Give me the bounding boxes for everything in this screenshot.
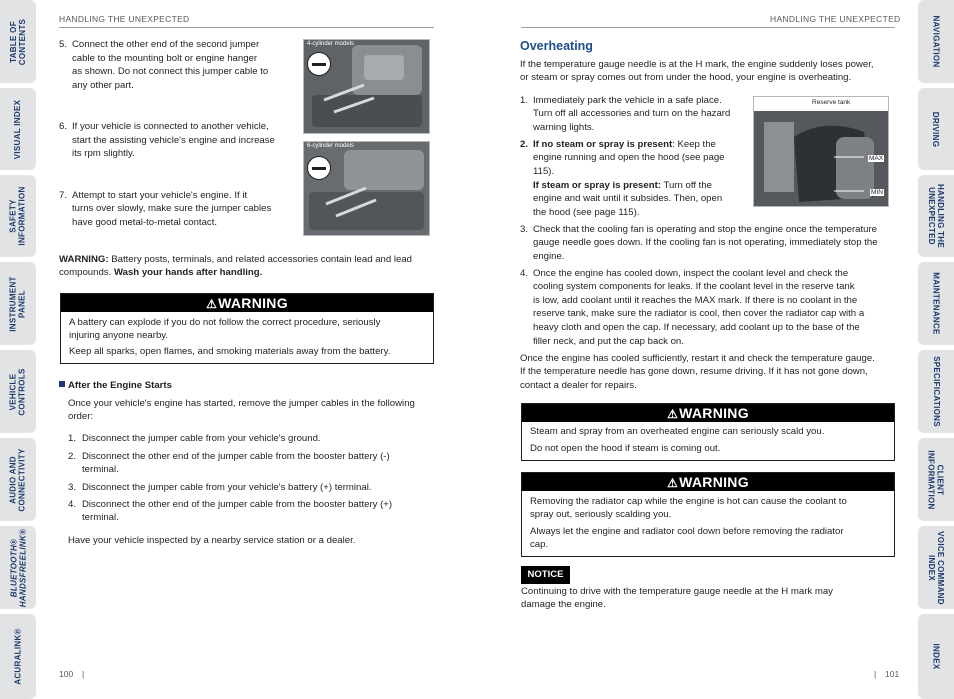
tab-audio-and-connectivity[interactable]: AUDIO AND CONNECTIVITY <box>0 438 36 521</box>
warning-line: Always let the engine and radiator cool down before removing the radiator <box>530 526 844 537</box>
tab-bluetooth-handsfreelink[interactable]: BLUETOOTH® HANDSFREELINK® <box>0 526 36 609</box>
after-line: If the temperature needle has gone down, resume driving. If it has not gone down, <box>520 366 868 377</box>
minus-terminal-icon <box>307 52 331 76</box>
step-4-line: cooling system components for leaks. If the coolant level in the reserve tank <box>533 281 855 292</box>
step-3-line: engine. <box>533 251 565 262</box>
warning-triangle-icon: ⚠ <box>667 476 679 490</box>
warning-triangle-icon: ⚠ <box>667 407 679 421</box>
left-page-separator: | <box>82 669 85 679</box>
step-2-line: engine and wait until it subsides. Then, open <box>533 193 723 204</box>
warning-line: A battery can explode if you do not follow the correct procedure, seriously <box>69 317 381 328</box>
notice-line: damage the engine. <box>521 599 606 610</box>
step-7-line: have good metal-to-metal contact. <box>72 217 218 228</box>
after-engine-starts-heading: After the Engine Starts <box>59 379 172 393</box>
min-label: MIN <box>871 189 883 196</box>
tab-specifications[interactable]: SPECIFICATIONS <box>918 350 954 433</box>
step-number: 6. <box>59 121 68 132</box>
notice-label: NOTICE <box>521 566 570 584</box>
after-step-line: Disconnect the jumper cable from your vehicle's battery (+) terminal. <box>82 482 372 493</box>
step-number: 7. <box>59 190 68 201</box>
step-5-line: as shown. Do not connect this jumper cable to <box>72 66 269 77</box>
reserve-tank-illustration <box>754 97 888 206</box>
step-3-line: gauge needle goes down. If the cooling fan is not operating, immediately stop the <box>533 237 878 248</box>
tab-visual-index[interactable]: VISUAL INDEX <box>0 88 36 170</box>
intro-line: or steam or spray comes out from under the hood, your engine is overheating. <box>520 72 852 83</box>
warning-line: Steam and spray from an overheated engine can seriously scald you. <box>530 426 825 437</box>
step-number: 1. <box>68 433 77 444</box>
tab-safety-information[interactable]: SAFETY INFORMATION <box>0 175 36 257</box>
step-number: 3. <box>68 482 77 493</box>
photo-caption: 6-cylinder models <box>307 143 355 149</box>
warning-line: spray out, seriously scalding you. <box>530 509 672 520</box>
warning-note-line: WARNING: Battery posts, terminals, and related accessories contain lead and lead <box>59 254 413 265</box>
tab-handling-the-unexpected[interactable]: HANDLING THE UNEXPECTED <box>918 175 954 257</box>
tab-table-of-contents[interactable]: TABLE OF CONTENTS <box>0 0 36 83</box>
minus-terminal-icon <box>307 156 331 180</box>
step-number: 4. <box>68 499 77 510</box>
warning-line: Removing the radiator cap while the engine is hot can cause the coolant to <box>530 496 847 507</box>
after-step-line: Disconnect the other end of the jumper cable from the booster battery (+) <box>82 499 393 510</box>
warning-line: injuring anyone nearby. <box>69 330 169 341</box>
step-4-line: is low, add coolant until it reaches the MAX mark. If there is no coolant in the <box>533 295 858 306</box>
tab-navigation[interactable]: NAVIGATION <box>918 0 954 83</box>
warning-line: cap. <box>530 539 549 550</box>
left-running-header: HANDLING THE UNEXPECTED <box>59 14 190 24</box>
step-2-line: the hood (see page 115). <box>533 207 640 218</box>
max-label: MAX <box>869 155 884 162</box>
after-step-line: terminal. <box>82 512 119 523</box>
step-number: 4. <box>520 268 529 279</box>
step-2-line: engine running and open the hood (see page <box>533 152 725 163</box>
intro-line: If the temperature gauge needle is at the H mark, the engine suddenly loses power, <box>520 59 874 70</box>
radiator-cap-warning-box <box>521 472 895 557</box>
right-page-number: 101 <box>885 669 900 679</box>
right-running-header: HANDLING THE UNEXPECTED <box>770 14 901 24</box>
tab-driving[interactable]: DRIVING <box>918 88 954 170</box>
step-4-line: reserve tank, make sure the radiator is cool, then cover the radiator cap with a <box>533 308 865 319</box>
engine-photo-4-cylinder <box>303 39 430 134</box>
step-number: 2. <box>68 451 77 462</box>
step-5-line: cable to the mounting bolt or engine hanger <box>72 53 258 64</box>
notice-line: Continuing to drive with the temperature gauge needle at the H mark may <box>521 586 833 597</box>
step-4-line: heavy cloth and open the cap. If necessary, add coolant up to the base of the <box>533 322 860 333</box>
step-1-line: warning lights. <box>533 122 595 133</box>
warning-title: ⚠WARNING <box>522 473 894 491</box>
step-number: 2. <box>520 139 529 150</box>
after-line: Once the engine has cooled sufficiently, restart it and check the temperature gauge. <box>520 353 875 364</box>
step-3-line: Check that the cooling fan is operating and stop the engine once the temperature <box>533 224 878 235</box>
after-intro-line: Once your vehicle's engine has started, remove the jumper cables in the following <box>68 398 415 409</box>
tab-instrument-panel[interactable]: INSTRUMENT PANEL <box>0 262 36 345</box>
left-page-number: 100 <box>59 669 74 679</box>
step-4-line: filler neck, and put the cap back on. <box>533 336 684 347</box>
steam-warning-box <box>521 403 895 461</box>
tab-vehicle-controls[interactable]: VEHICLE CONTROLS <box>0 350 36 433</box>
engine-photo-6-cylinder <box>303 141 430 236</box>
tab-voice-command-index[interactable]: VOICE COMMAND INDEX <box>918 526 954 609</box>
step-5-line: Connect the other end of the second jumper <box>72 39 260 50</box>
warning-triangle-icon: ⚠ <box>206 297 218 311</box>
after-step-line: Disconnect the jumper cable from your vehicle's ground. <box>82 433 321 444</box>
tab-client-information[interactable]: CLIENT INFORMATION <box>918 438 954 521</box>
after-intro-line: order: <box>68 411 94 422</box>
tab-maintenance[interactable]: MAINTENANCE <box>918 262 954 345</box>
warning-line: Keep all sparks, open flames, and smoking materials away from the battery. <box>69 346 391 357</box>
step-2-line: 115). <box>533 166 555 177</box>
reserve-tank-label: Reserve tank <box>812 99 851 106</box>
step-2-line: If no steam or spray is present: Keep the <box>533 139 716 150</box>
step-number: 5. <box>59 39 68 50</box>
left-header-rule <box>59 27 434 28</box>
step-6-line: start the assisting vehicle's engine and increase <box>72 135 275 146</box>
after-step-line: terminal. <box>82 464 119 475</box>
battery-warning-box <box>60 293 434 364</box>
warning-note-line: compounds. Wash your hands after handling. <box>59 267 263 278</box>
warning-title: ⚠WARNING <box>522 404 894 422</box>
right-header-rule <box>521 27 895 28</box>
step-6-line: If your vehicle is connected to another vehicle, <box>72 121 269 132</box>
step-6-line: its rpm slightly. <box>72 148 135 159</box>
step-5-line: any other part. <box>72 80 134 91</box>
step-number: 3. <box>520 224 529 235</box>
warning-line: Do not open the hood if steam is coming out. <box>530 443 721 454</box>
photo-caption: 4-cylinder models <box>307 41 355 47</box>
after-line: contact a dealer for repairs. <box>520 380 637 391</box>
after-step-line: Disconnect the other end of the jumper cable from the booster battery (-) <box>82 451 390 462</box>
step-2-line: If steam or spray is present: Turn off the <box>533 180 712 191</box>
overheating-heading: Overheating <box>520 39 593 53</box>
right-page-separator: | <box>874 669 877 679</box>
step-1-line: Turn off all accessories and turn on the hazard <box>533 108 731 119</box>
closing-line: Have your vehicle inspected by a nearby service station or a dealer. <box>68 535 356 546</box>
left-section-tabs <box>0 0 36 699</box>
step-4-line: Once the engine has cooled down, inspect the coolant level and check the <box>533 268 849 279</box>
step-number: 1. <box>520 95 529 106</box>
step-7-line: turns over slowly, make sure the jumper cables <box>72 203 272 214</box>
reserve-tank-photo <box>753 96 889 207</box>
tab-acuralink[interactable]: ACURALINK® <box>0 614 36 699</box>
right-section-tabs <box>918 0 954 699</box>
step-7-line: Attempt to start your vehicle's engine. If it <box>72 190 248 201</box>
tab-index[interactable]: INDEX <box>918 614 954 699</box>
warning-title: ⚠WARNING <box>61 294 433 312</box>
section-square-icon <box>59 381 65 387</box>
step-1-line: Immediately park the vehicle in a safe place. <box>533 95 722 106</box>
